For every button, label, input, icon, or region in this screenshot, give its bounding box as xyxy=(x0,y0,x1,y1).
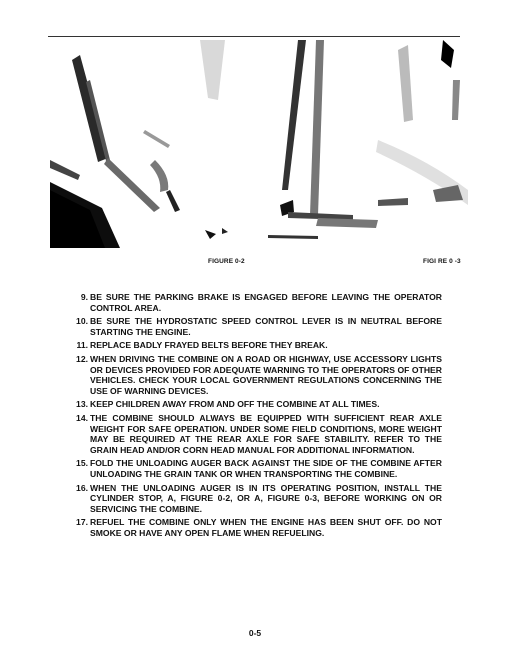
figure-0-3-caption: FIGI RE 0 -3 xyxy=(423,258,461,265)
safety-item-10 xyxy=(74,316,442,337)
item-text: REFUEL THE COMBINE ONLY WHEN THE ENGINE HAS BEEN SHUT OFF. DO NOT SMOKE OR HAVE ANY OPEN FLAME WHEN REFUELING. xyxy=(90,517,442,538)
safety-item-16 xyxy=(74,483,442,515)
safety-item-11 xyxy=(74,340,442,351)
safety-item-14 xyxy=(74,413,442,455)
item-number: 15. xyxy=(76,458,88,469)
item-text: BE SURE THE HYDROSTATIC SPEED CONTROL LEVER IS IN NEUTRAL BEFORE STARTING THE ENGINE. xyxy=(90,316,442,337)
item-number: 17. xyxy=(76,517,88,528)
page-number: 0-5 xyxy=(248,628,262,638)
item-number: 12. xyxy=(76,353,88,364)
item-number: 9. xyxy=(80,292,88,302)
item-text: WHEN DRIVING THE COMBINE ON A ROAD OR HIGHWAY, USE ACCESSORY LIGHTS OR DEVICES PROVIDED FOR ADEQUATE WARNING TO THE OPERATORS OF OTHER VEHICLES. CHECK YOUR LOCAL GOVERNMENT REGULATIONS CONCERNING THE USE OF WARNING DEVICES. xyxy=(90,353,442,396)
top-rule xyxy=(48,36,460,37)
item-text: FOLD THE UNLOADING AUGER BACK AGAINST THE SIDE OF THE COMBINE AFTER UNLOADING THE GRAIN TANK OR WHEN TRANSPORTING THE COMBINE. xyxy=(90,458,442,479)
item-number: 13. xyxy=(76,399,88,410)
figure-0-3-photo xyxy=(258,40,468,248)
safety-rules-list xyxy=(74,292,442,541)
figure-0-2-caption: FIGURE 0-2 xyxy=(208,258,245,265)
figure-0-2-photo xyxy=(50,40,250,248)
item-number: 16. xyxy=(76,482,88,493)
safety-item-15 xyxy=(74,458,442,479)
item-text: REPLACE BADLY FRAYED BELTS BEFORE THEY BREAK. xyxy=(90,340,328,351)
item-text: THE COMBINE SHOULD ALWAYS BE EQUIPPED WITH SUFFICIENT REAR AXLE WEIGHT FOR SAFE OPERATION. UNDER SOME FIELD CONDITIONS, MORE WEIGHT MAY BE REQUIRED AT THE REAR AXLE FOR SAFE STABILITY. REFER TO THE GRAIN HEAD AND/OR CORN HEAD MANUAL FOR ADDITIONAL INFORMATION. xyxy=(90,412,442,455)
item-text: KEEP CHILDREN AWAY FROM AND OFF THE COMBINE AT ALL TIMES. xyxy=(90,399,380,410)
safety-item-12 xyxy=(74,354,442,396)
item-text: WHEN THE UNLOADING AUGER IS IN ITS OPERATING POSITION, INSTALL THE CYLINDER STOP, A, FIGURE 0-2, OR A, FIGURE 0-3, BEFORE WORKING ON OR SERVICING THE COMBINE. xyxy=(90,482,442,514)
item-text: BE SURE THE PARKING BRAKE IS ENGAGED BEFORE LEAVING THE OPERATOR CONTROL AREA. xyxy=(90,292,442,313)
item-number: 10. xyxy=(76,316,88,327)
safety-item-17 xyxy=(74,517,442,538)
safety-item-13 xyxy=(74,399,442,410)
item-number: 14. xyxy=(76,412,88,423)
safety-item-9 xyxy=(74,292,442,313)
item-number: 11. xyxy=(76,340,88,351)
